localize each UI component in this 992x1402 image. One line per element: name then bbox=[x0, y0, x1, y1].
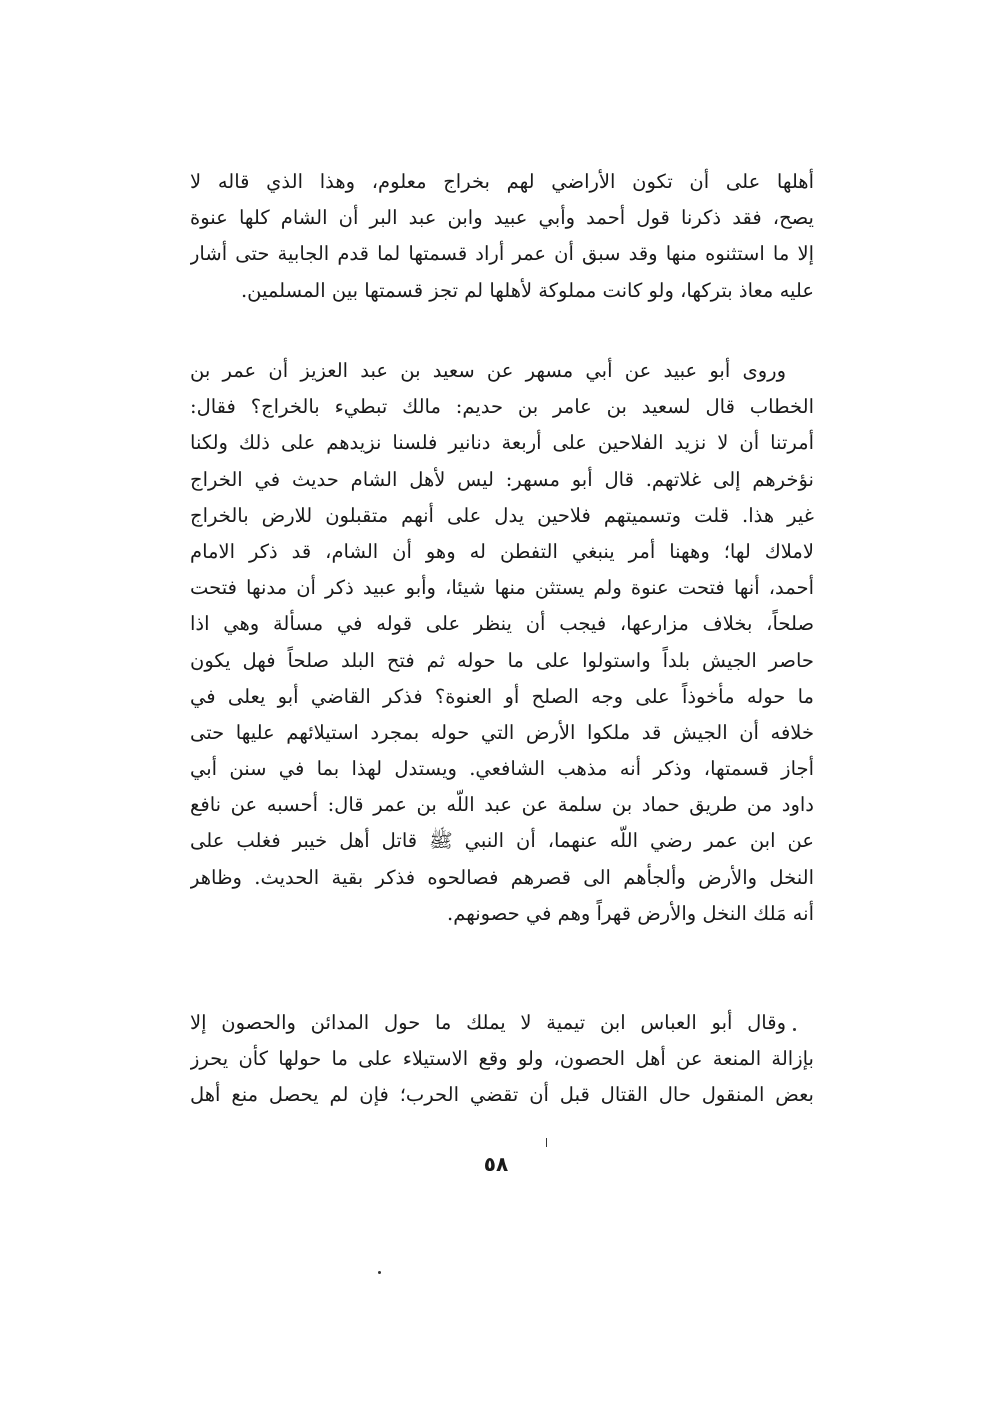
text-line: وروى أبو عبيد عن أبي مسهر عن سعيد بن عبد العزيز أن عمر بن bbox=[190, 359, 786, 382]
paragraph-1 bbox=[190, 164, 814, 309]
text-line: خلافه أن الجيش قد ملكوا الأرض التي حوله بمجرد استيلائهم عليها حتى bbox=[190, 720, 814, 744]
scan-speck bbox=[546, 1138, 547, 1147]
text-line: أنه مَلك النخل والأرض قهراً وهم في حصونهم. bbox=[447, 901, 814, 925]
scan-speck bbox=[378, 1271, 381, 1274]
paragraph-2 bbox=[190, 353, 814, 932]
text-line: عليه معاذ بتركها، ولو كانت مملوكة لأهلها لم تجز قسمتها بين المسلمين. bbox=[240, 278, 814, 302]
text-line: نؤخرهم إلى غلاتهم. قال أبو مسهر: ليس لأهل الشام حديث في الخراج bbox=[190, 467, 814, 491]
scan-speck bbox=[793, 1028, 796, 1031]
text-line: أحمد، أنها فتحت عنوة ولم يستثن منها شيئا، وأبو عبيد ذكر أن مدنها فتحت bbox=[190, 576, 814, 600]
text-line: أمرتنا أن لا نزيد الفلاحين على أربعة دنانير فلسنا نزيدهم على ذلك ولكنا bbox=[190, 431, 814, 455]
text-line: أجاز قسمتها، وذكر أنه مذهب الشافعي. ويستدل لهذا بما في سنن أبي bbox=[190, 757, 814, 781]
text-line: حاصر الجيش بلداً واستولوا على ما حوله ثم فتح البلد صلحاً فهل يكون bbox=[190, 648, 814, 672]
text-line: الخطاب قال لسعيد بن عامر بن حديم: مالك تبطيء بالخراج؟ فقال: bbox=[190, 395, 814, 419]
text-line: بعض المنقول حال القتال قبل أن تقضي الحرب؛ فإن لم يحصل منع أهل bbox=[190, 1083, 814, 1107]
text-line: إلا ما استثنوه منها وقد سبق أن عمر أراد قسمتها لما قدم الجابية حتى أشار bbox=[190, 242, 814, 266]
text-line: وقال أبو العباس ابن تيمية لا يملك ما حول المدائن والحصون إلا bbox=[190, 1011, 786, 1034]
text-line: غير هذا. قلت وتسميتهم فلاحين يدل على أنهم متقبلون للارض بالخراج bbox=[190, 503, 814, 527]
text-line: داود من طريق حماد بن سلمة عن عبد اللّه بن عمر قال: أحسبه عن نافع bbox=[190, 793, 814, 817]
text-line: عن ابن عمر رضي اللّه عنهما، أن النبي ﷺ قاتل أهل خيبر فغلب على bbox=[190, 829, 814, 853]
text-line: يصح، فقد ذكرنا قول أحمد وأبي عبيد وابن عبد البر أن الشام كلها عنوة bbox=[190, 206, 814, 230]
text-line: لاملاك لها؛ وههنا أمر ينبغي التفطن له وهو أن الشام، قد ذكر الامام bbox=[190, 539, 814, 563]
text-line: صلحاً، بخلاف مزارعها، فيجب أن ينظر على قوله في مسألة وهي اذا bbox=[190, 612, 814, 636]
text-line: النخل والأرض وألجأهم الى قصرهم فصالحوه فذكر بقية الحديث. وظاهر bbox=[190, 865, 814, 889]
paragraph-3 bbox=[190, 1005, 814, 1114]
text-line: ما حوله مأخوذاً على وجه الصلح أو العنوة؟ فذكر القاضي أبو يعلى في bbox=[190, 684, 814, 708]
page-number: ٥٨ bbox=[483, 1152, 509, 1176]
text-line: بإزالة المنعة عن أهل الحصون، ولو وقع الاستيلاء على ما حولها كأن يحرز bbox=[190, 1047, 814, 1071]
text-line: أهلها على أن تكون الأراضي لهم بخراج معلوم، وهذا الذي قاله لا bbox=[190, 170, 814, 193]
